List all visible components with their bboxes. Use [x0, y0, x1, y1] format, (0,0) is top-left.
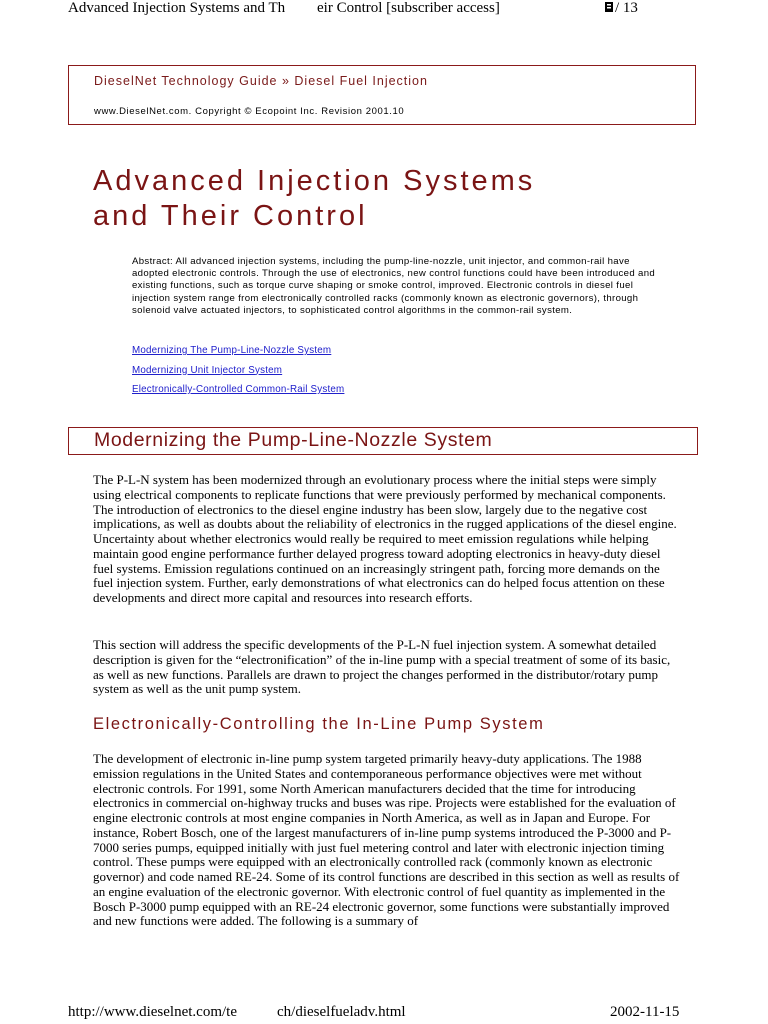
section-title: Modernizing the Pump-Line-Nozzle System [94, 429, 493, 451]
abstract-text: Abstract: All advanced injection systems, including the pump-line-nozzle, unit injector, and common-rail have adopted electronic controls. Through the use of electronics, new control functions could have been introduced and existing functions, such as torque curve shaping or smoke control, improved. Electronic controls in diesel fuel injection system range from electronically controlled racks (commonly known as electronic governors), through solenoid valve actuated injectors, to sophisticated control algorithms in the common-rail system. [132, 256, 656, 316]
page-title-line-1: Advanced Injection Systems [93, 165, 536, 197]
toc-link-common-rail[interactable]: Electronically-Controlled Common-Rail System [132, 384, 345, 395]
toc-link-unit-injector[interactable]: Modernizing Unit Injector System [132, 364, 283, 376]
table-of-contents [132, 344, 344, 403]
page-title-line-2: and Their Control [93, 200, 368, 232]
footer-url-part-2: ch/dieselfueladv.html [277, 1004, 406, 1020]
page-title [93, 164, 693, 234]
toc-link-pump-line-nozzle[interactable]: Modernizing The Pump-Line-Nozzle System [132, 345, 332, 356]
footer-url-part-1: http://www.dieselnet.com/te [68, 1004, 237, 1020]
print-header [0, 0, 768, 20]
print-footer [0, 1004, 768, 1024]
subsection-title: Electronically-Controlling the In-Line Pump System [93, 715, 545, 733]
footer-date: 2002-11-15 [610, 1004, 680, 1020]
page-icon [604, 1, 614, 13]
copyright-line: www.DieselNet.com. Copyright © Ecopoint Inc. Revision 2001.10 [94, 106, 405, 117]
paragraph-1: The P-L-N system has been modernized through an evolutionary process where the initial steps were simply using electrical components to replicate functions that were previously performed by mechanical components. The introduction of electronics to the diesel engine industry has been slow, largely due to the negative cost implications, as well as doubts about the reliability of electronics in the rugged applications of the diesel engine. Uncertainty about whether electronics would really be required to meet emission regulations while helping maintain good engine performance further delayed progress toward adopting electronics in heavy-duty diesel fuel systems. Emission regulations continued on an increasingly stringent path, forcing more demands on the fuel injection system. Further, early demonstrations of what electronics can do helped focus attention on these developments and direct more capital and resources into research efforts. [93, 472, 677, 605]
breadcrumb[interactable]: DieselNet Technology Guide » Diesel Fuel Injection [94, 74, 428, 88]
paragraph-3: The development of electronic in-line pump system targeted primarily heavy-duty applications. The 1988 emission regulations in the United States and contemporaneous performance objectives were met without electronic controls. For 1991, some North American manufacturers decided that the time for introducing electronics in commercial on-highway trucks and buses was ripe. Projects were established for the evaluation of engine electronic controls at most engine companies in North America, as well as in Japan and Europe. For instance, Robert Bosch, one of the largest manufacturers of in-line pump systems introduced the P-3000 and P-7000 series pumps, equipped initially with just fuel metering control and later with electronic injection timing control. These pumps were equipped with an electronically controlled rack (commonly known as electronic governor) and code named RE-24. Some of its control functions are described in this section as well as results of an engine evaluation of the electronic governor. With electronic control of fuel quantity as implemented in the Bosch P-3000 pump equipped with an RE-24 electronic governor, some functions were substantially improved and new functions were added. The following is a summary of [93, 751, 680, 929]
page-number: / 13 [615, 0, 638, 16]
section-heading-box [68, 427, 698, 455]
paragraph-2: This section will address the specific developments of the P-L-N fuel injection system. A somewhat detailed description is given for the “electronification” of the in-line pump with a special treatment of some of its basic, as well as new functions. Parallels are drawn to project the changes performed in the distributor/rotary pump system as well as the unit pump system. [93, 637, 671, 697]
guide-header-box [68, 65, 696, 125]
print-header-title-cont: eir Control [subscriber access] [317, 0, 500, 16]
print-header-page [604, 0, 638, 17]
print-header-title: Advanced Injection Systems and Th [68, 0, 286, 16]
